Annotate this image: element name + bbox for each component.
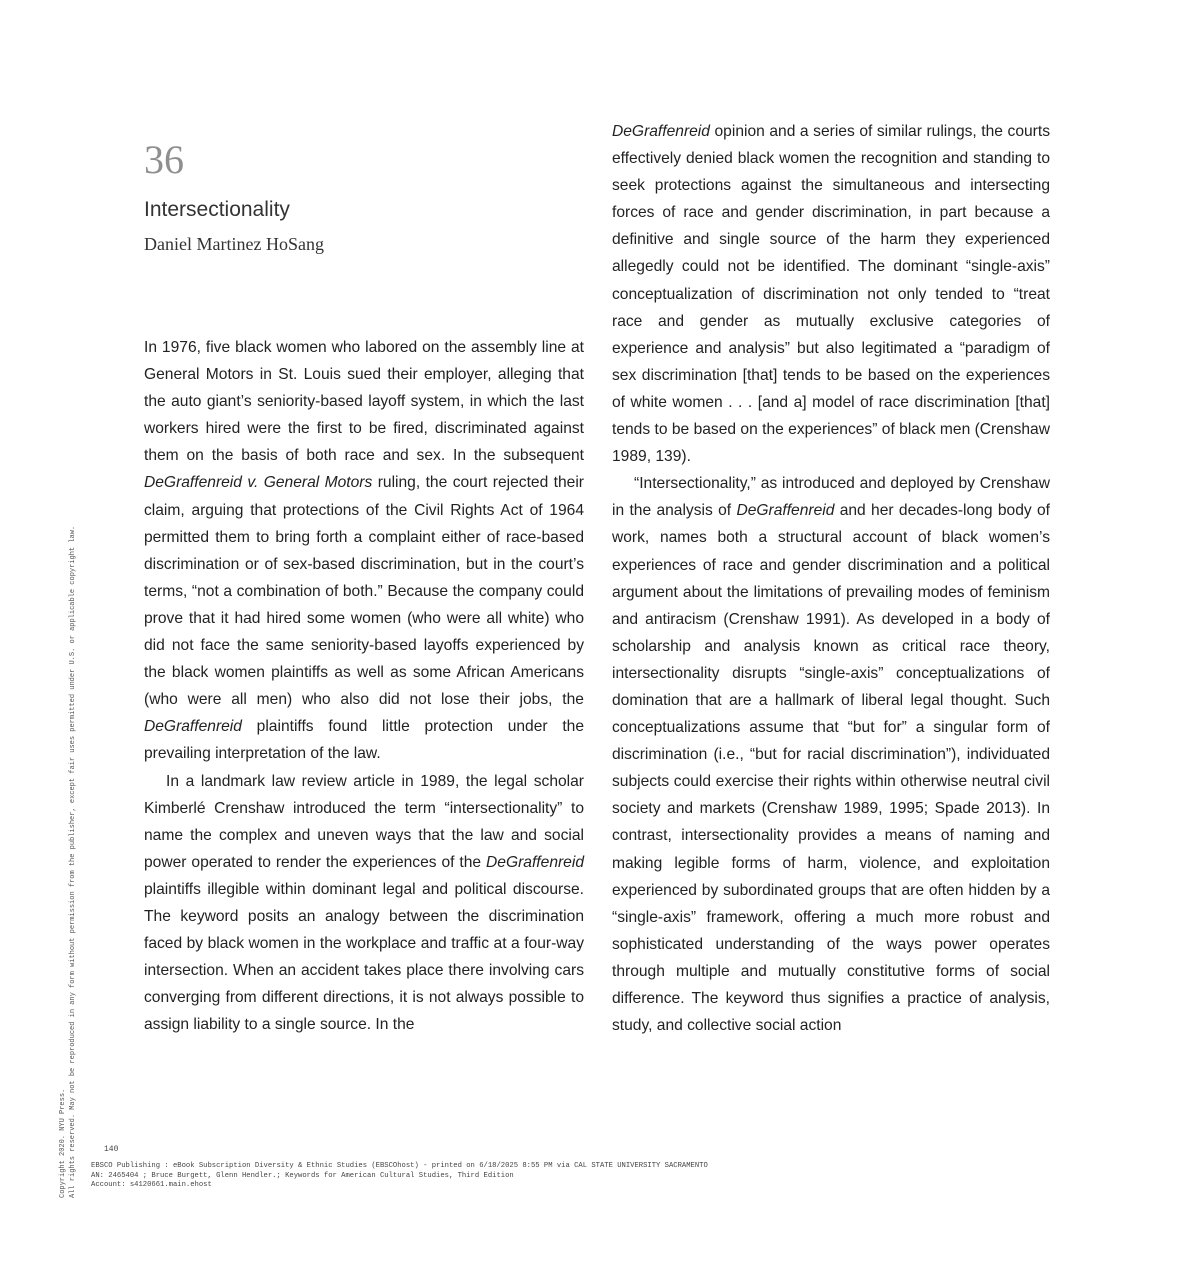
paragraph-1: In 1976, five black women who labored on the assembly line at General Motors in St. Louis sued their employer, alleging that the auto giant’s seniority-based layoff system, in which the last workers hired were the first to be fired, discriminated against them on the basis of both race and sex. In the subsequent DeGraffenreid v. General Motors ruling, the court rejected their claim, arguing that protections of the Civil Rights Act of 1964 permitted them to bring forth a complaint either of race-based discrimination or of sex-based discrimination, but in the court’s terms, “not a combination of both.” Because the company could prove that it had hired some women (who were all white) who did not face the same seniority-based layoffs experienced by the black women plaintiffs as well as some African Americans (who were all men) who also did not lose their jobs, the DeGraffenreid plaintiffs found little protection under the prevailing interpretation of the law. bbox=[144, 339, 584, 763]
footer-line: AN: 2465404 ; Bruce Burgett, Glenn Hendler.; Keywords for American Cultural Studies, Third Edition bbox=[91, 1171, 514, 1180]
chapter-number: 36 bbox=[144, 137, 184, 182]
chapter-author: Daniel Martinez HoSang bbox=[144, 234, 324, 254]
copyright-line: All rights reserved. May not be reproduced in any form without permission from the publisher, except fair uses permitted under U.S. or applicable copyright law. bbox=[68, 525, 77, 1198]
copyright-line: Copyright 2020. NYU Press. bbox=[59, 1088, 67, 1198]
left-column bbox=[144, 334, 584, 1038]
page-number: 140 bbox=[104, 1145, 119, 1154]
chapter-title: Intersectionality bbox=[144, 198, 290, 221]
right-column bbox=[612, 118, 1050, 1039]
copyright-sidebar bbox=[59, 182, 78, 1198]
paragraph-3: DeGraffenreid opinion and a series of similar rulings, the courts effectively denied black women the recognition and standing to seek protections against the simultaneous and intersecting forces of race and gender discrimination, in part because a definitive and single source of the harm they experienced allegedly could not be identified. The dominant “single-axis” conceptualization of discrimination not only tended to “treat race and gender as mutually exclusive categories of experience and analysis” but also legitimated a “paradigm of sex discrimination [that] tends to be based on the experiences of white women . . . [and a] model of race discrimination [that] tends to be based on the experiences” of black men (Crenshaw 1989, 139). bbox=[612, 123, 1050, 466]
paragraph-2: In a landmark law review article in 1989, the legal scholar Kimberlé Crenshaw introduced the term “intersectionality” to name the complex and uneven ways that the law and social power operated to render the experiences of the DeGraffenreid plaintiffs illegible within dominant legal and political discourse. The keyword posits an analogy between the discrimination faced by black women in the workplace and traffic at a four-way intersection. When an accident takes place there involving cars converging from different directions, it is not always possible to assign liability to a single source. In the bbox=[144, 772, 584, 1034]
ebsco-footer bbox=[91, 1162, 708, 1191]
footer-line: EBSCO Publishing : eBook Subscription Diversity & Ethnic Studies (EBSCOhost) - printed on 6/18/2025 8:55 PM via CAL STATE UNIVERSITY SACRAMENTO bbox=[91, 1162, 708, 1170]
footer-line: Account: s4120661.main.ehost bbox=[91, 1181, 212, 1190]
paragraph-4: “Intersectionality,” as introduced and deployed by Crenshaw in the analysis of DeGraffenreid and her decades-long body of work, names both a structural account of black women’s experiences of race and gender discrimination and a political argument about the limitations of prevailing modes of feminism and antiracism (Crenshaw 1991). As developed in a body of scholarship and analysis known as critical race theory, intersectionality disrupts “single-axis” conceptualizations of domination that are a hallmark of liberal legal thought. Such conceptualizations assume that “but for” a singular form of discrimination (i.e., “but for racial discrimination”), individuated subjects could exercise their rights within otherwise neutral civil society and markets (Crenshaw 1989, 1995; Spade 2013). In contrast, intersectionality provides a means of naming and making legible forms of harm, violence, and exploitation experienced by subordinated groups that are often hidden by a “single-axis” framework, offering a much more robust and sophisticated understanding of the ways power operates through multiple and mutually constitutive forms of social difference. The keyword thus signifies a practice of analysis, study, and collective social action bbox=[612, 475, 1050, 1035]
